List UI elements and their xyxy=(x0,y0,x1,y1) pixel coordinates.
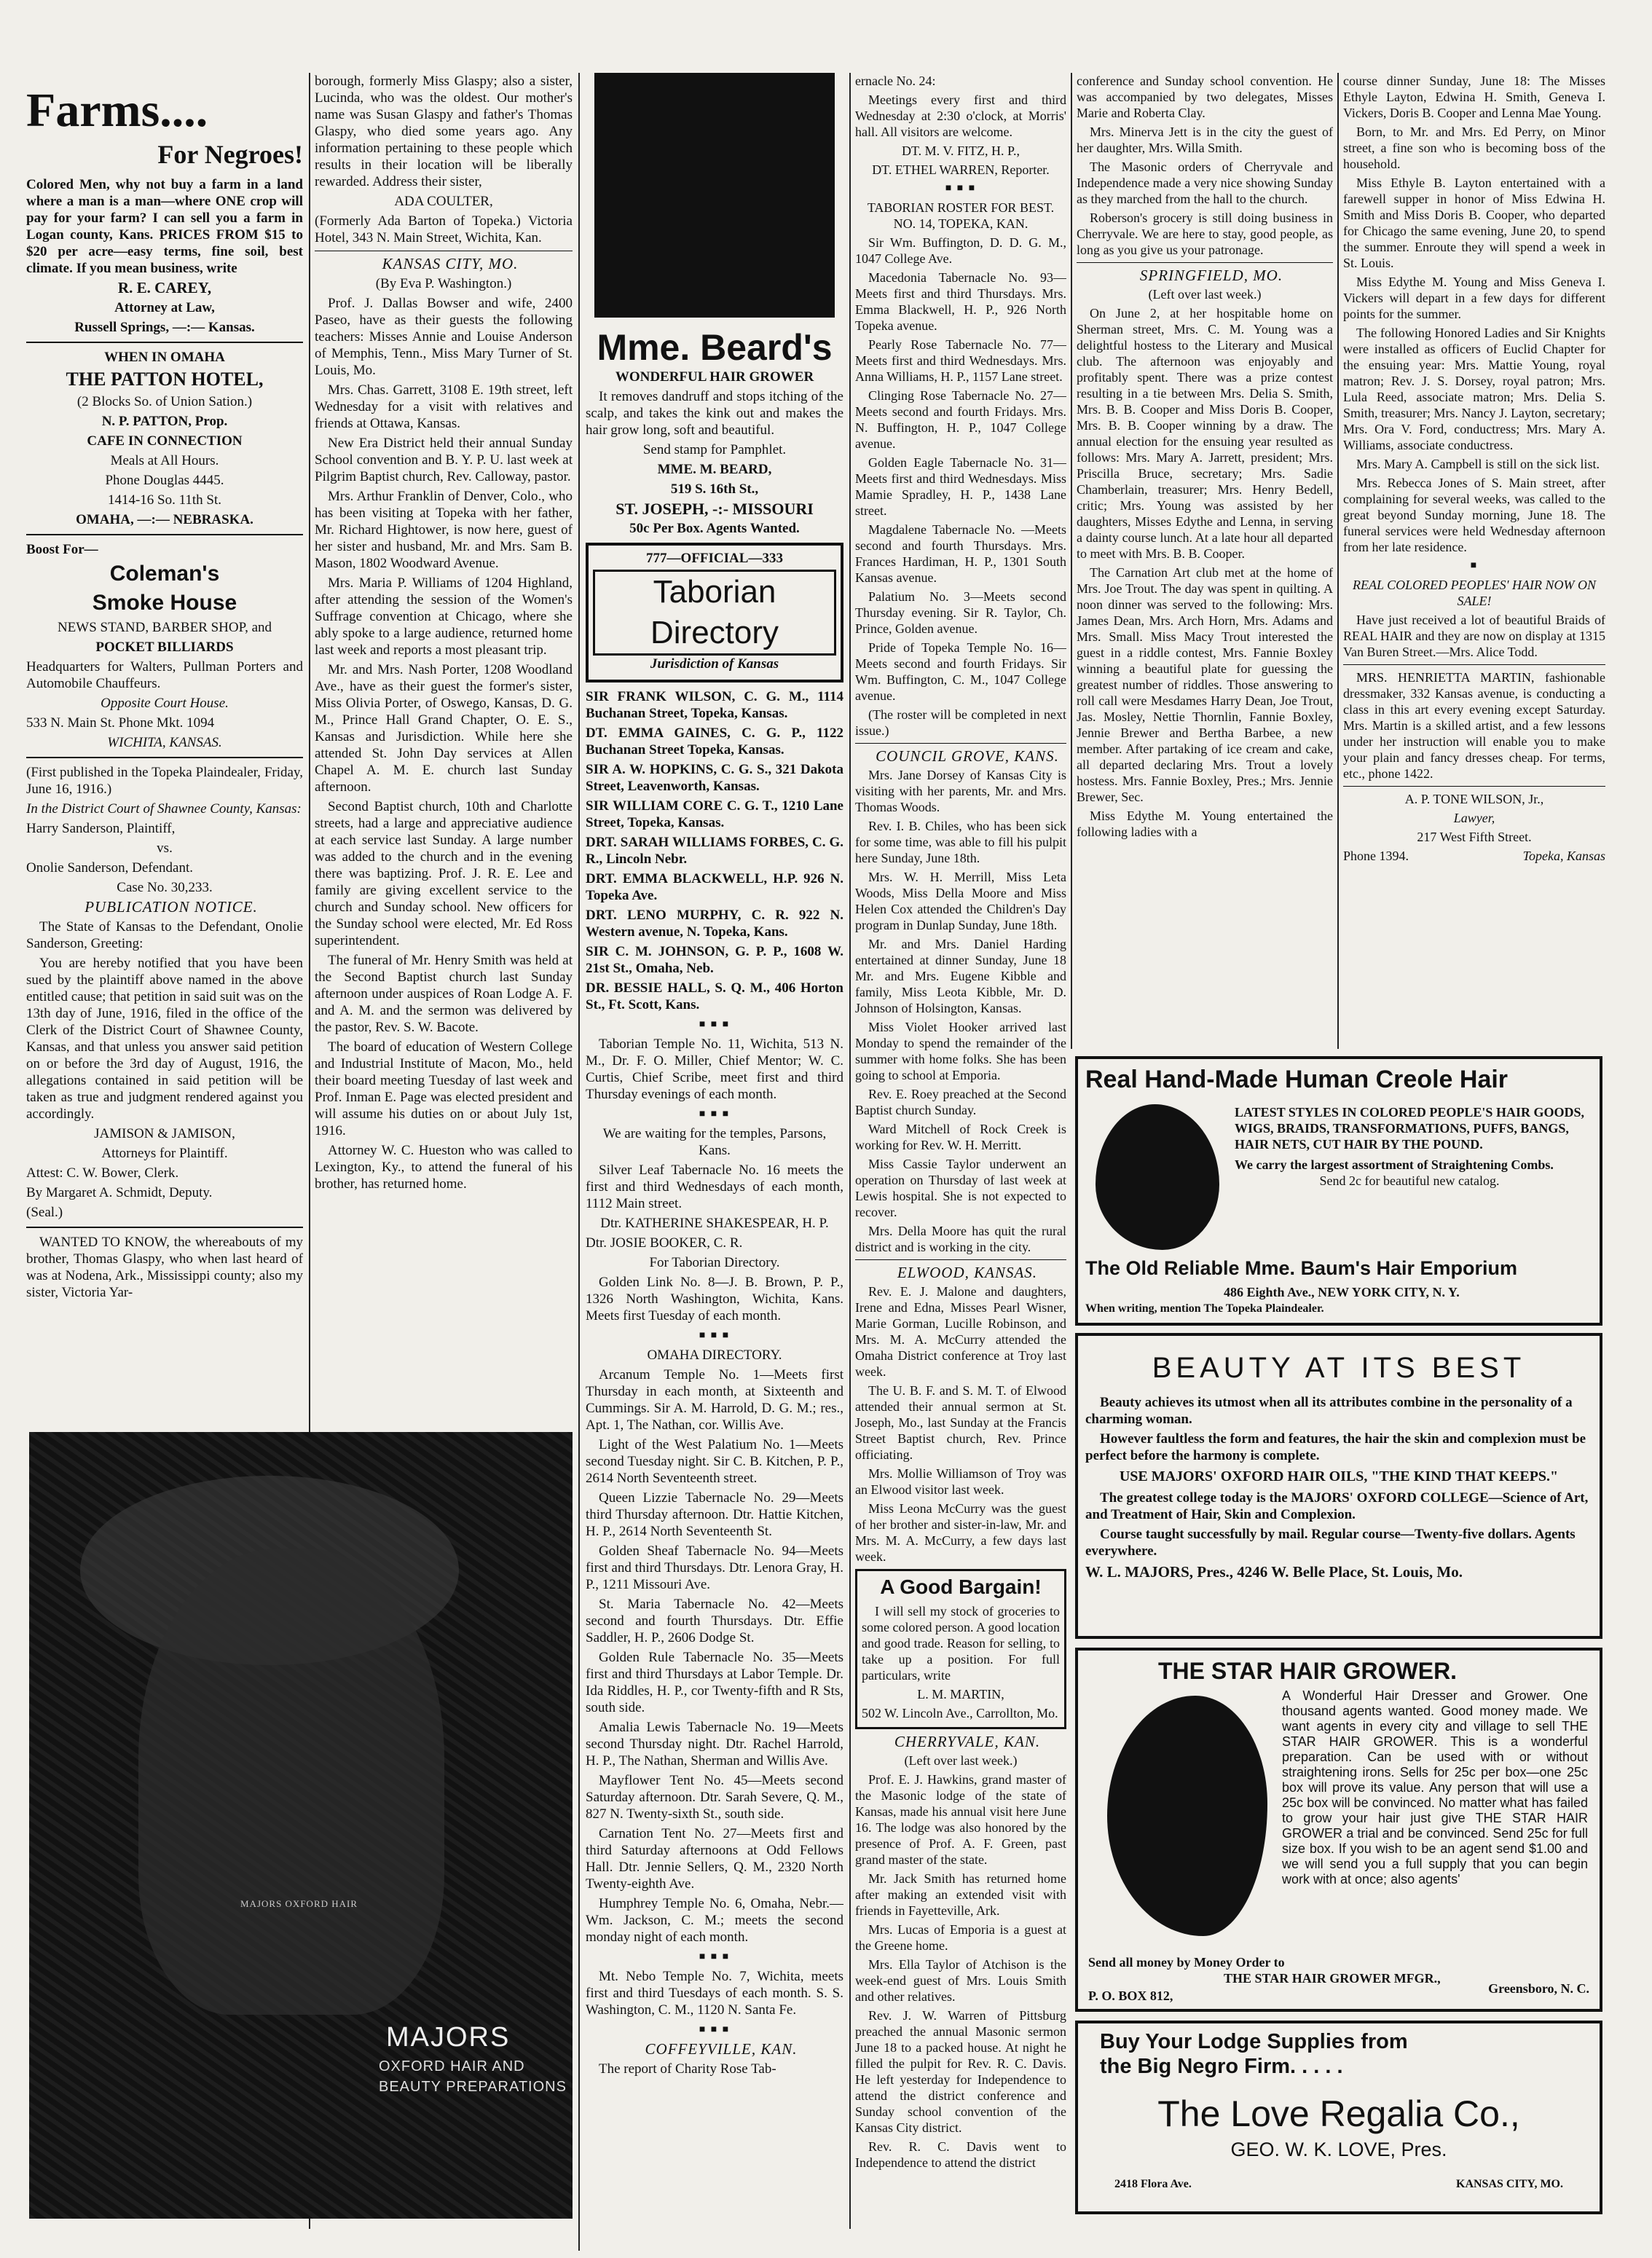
beauty-para-1: Beauty achieves its utmost when all its attributes combine in the personality of a charming woman. xyxy=(1085,1395,1573,1427)
c5-para-2: Mrs. Minerva Jett is in the city the guest of her daughter, Mrs. Willa Smith. xyxy=(1077,125,1333,155)
baum-send: Send 2c for beautiful new catalog. xyxy=(1319,1173,1500,1188)
directory-para-2: We are waiting for the temples, Parsons, Kans. xyxy=(602,1126,827,1158)
column-2 xyxy=(315,73,573,1428)
farms-name: R. E. CAREY, xyxy=(117,279,212,296)
notice-attest: Attest: C. W. Bower, Clerk. xyxy=(26,1165,179,1181)
coffeyville-para-1: The report of Charity Rose Tab- xyxy=(599,2061,776,2077)
real-hair-heading: REAL COLORED PEOPLES' HAIR NOW ON SALE! xyxy=(1352,578,1596,608)
roster-para-4: Clinging Rose Tabernacle No. 27—Meets second and fourth Fridays. Mrs. N. Buffington, H. P., 1047 College avenue. xyxy=(855,388,1066,451)
beauty-ad xyxy=(1075,1333,1602,1639)
kc-para-4: Mrs. Arthur Franklin of Denver, Colo., who has been visiting at Topeka with her father, Mr. Richard Hightower, is now here, guest of her sister and husband, Mr. and Mrs. Sam B. Mason, 1802 Woodward Avenue. xyxy=(315,489,573,571)
farms-body: Colored Men, why not buy a farm in a land where a man is a man—where ONE crop will pay for your farm? I can sell you a farm in Logan county, Kans. PRICES FROM $15 to $20 per acre—easy terms, fine soil, best climate. If you mean business, write xyxy=(26,177,303,276)
notice-case: Case No. 30,233. xyxy=(117,880,213,895)
star-company: THE STAR HAIR GROWER MFGR., xyxy=(1224,1971,1441,1986)
directory-number: 777—OFFICIAL—333 xyxy=(646,551,783,566)
wanted-address: (Formerly Ada Barton of Topeka.) Victoria Hotel, 343 N. Main Street, Wichita, Kan. xyxy=(315,213,573,245)
c6-para-1: course dinner Sunday, June 18: The Misses Ethyle Layton, Edwina H. Smith, Geneva I. Vickers, Doris B. Cooper and Lenna Mae Young. xyxy=(1343,74,1605,120)
c6-para-4: Miss Edythe M. Young and Miss Geneva I. Vickers will depart in a few days for different points for the summer. xyxy=(1343,275,1605,321)
coleman-line-6: Opposite Court House. xyxy=(101,696,229,711)
notice-published: (First published in the Topeka Plaindealer, Friday, June 16, 1916.) xyxy=(26,765,303,797)
woman-profile-silhouette xyxy=(1107,1696,1267,1936)
ch-para-2: Mr. Jack Smith has returned home after making an extended visit with friends in Fayetteville, Ark. xyxy=(855,1871,1066,1918)
beard-name: MME. M. BEARD, xyxy=(657,462,772,477)
kc-para-1: Prof. J. Dallas Bowser and wife, 2400 Paseo, have as their guests the following teachers: Misses Annie and Louise Anderson of Memphis, Tenn., Miss Mary Turner of St. Louis, Mo. xyxy=(315,296,573,378)
ch-para-4: Mrs. Ella Taylor of Atchison is the week-end guest of Mrs. Louis Smith and other relatives. xyxy=(855,1957,1066,2004)
love-line-1: Buy Your Lodge Supplies from xyxy=(1100,2030,1408,2053)
top-para-3: DT. M. V. FITZ, H. P., xyxy=(901,143,1020,158)
kc-para-6: Mr. and Mrs. Nash Porter, 1208 Woodland Ave., have as their guest the former's sister, Miss Olivia Porter, of Oswego, Kansas, D. G. M., Prince Hall Grand Chapter, O. E. S., Kansas and Jurisdiction. While here she attended St. John Day services at Allen Chapel A. M. E. church last Sunday afternoon. xyxy=(315,662,573,795)
notice-attorneys: JAMISON & JAMISON, xyxy=(94,1126,235,1141)
love-line-2: the Big Negro Firm. . . . . xyxy=(1100,2055,1343,2078)
roster-para-6: Magdalene Tabernacle No. —Meets second and fourth Thursdays. Mrs. Frances Hardiman, H. P., 1301 South Kansas avenue. xyxy=(855,522,1066,585)
lawyer-phone-row xyxy=(1343,848,1605,864)
wanted-name: ADA COULTER, xyxy=(394,194,493,209)
directory-entry: DRT. EMMA BLACKWELL, H.P. 926 N. Topeka Ave. xyxy=(586,871,843,903)
hotel-proprietor: N. P. PATTON, Prop. xyxy=(101,414,228,429)
coffeyville-heading: COFFEYVILLE, KAN. xyxy=(645,2040,798,2058)
directory-para-5: Dtr. JOSIE BOOKER, C. R. xyxy=(586,1235,743,1251)
column-1 xyxy=(26,73,303,1428)
directory-entry: DRT. SARAH WILLIAMS FORBES, C. G. R., Lincoln Nebr. xyxy=(586,835,843,867)
omaha-para-11: Mt. Nebo Temple No. 7, Wichita, meets first and third Tuesdays of each month. S. S. Washington, C. M., 1120 N. Santa Fe. xyxy=(586,1969,843,2018)
kc-para-7: Second Baptist church, 10th and Charlotte streets, had a large and appreciative audience at each service last Sunday. A large number was added to the church and in the evening there was baptizing. Prof. J. R. E. Lee and family are giving excellent service to the church and Sunday school. New officers for the Sunday school were elected, Mr. Ed Ross superintendent. xyxy=(315,799,573,948)
beard-title: Mme. Beard's xyxy=(597,327,833,368)
star-body: A Wonderful Hair Dresser and Grower. One thousand agents wanted. Good money made. We want agents in every city and village to sell THE STAR HAIR GROWER. This is a wonderful preparation. Can be used with or without straightening irons. Sells for 25c per box—one 25c box will prove its value. Any person that will use a 25c box will be convinced. No matter what has failed to grow your hair just give THE STAR HAIR GROWER a trial and be convinced. Send 25c for full size box. If you wish to be an agent send $1.00 and we will send you a full supply that you can begin work with at once; also agents' xyxy=(1282,1688,1588,1887)
omaha-para-10: Humphrey Temple No. 6, Omaha, Nebr.—Wm. Jackson, C. M.; meets the second monday night of each month. xyxy=(586,1896,843,1945)
notice-heading: PUBLICATION NOTICE. xyxy=(84,898,258,916)
ch-para-6: Rev. R. C. Davis went to Independence to attend the district xyxy=(855,2139,1066,2170)
directory-para-6: For Taborian Directory. xyxy=(649,1255,780,1270)
lawyer-city: Topeka, Kansas xyxy=(1522,849,1605,863)
hotel-name: THE PATTON HOTEL, xyxy=(66,369,264,390)
love-company: The Love Regalia Co., xyxy=(1157,2093,1520,2134)
ch-para-3: Mrs. Lucas of Emporia is a guest at the Greene home. xyxy=(855,1922,1066,1953)
council-grove-heading: COUNCIL GROVE, KANS. xyxy=(876,747,1059,765)
baum-body xyxy=(1235,1104,1584,1189)
majors-photo-ad xyxy=(29,1432,573,2219)
omaha-para-1: Arcanum Temple No. 1—Meets first Thursday in each month, at Sixteenth and Cummings. Sir A. M. Harrold, D. G. M.; res., Apt. 1, The Nathan, cor. Willis Ave. xyxy=(586,1367,843,1433)
directory-entry: SIR C. M. JOHNSON, G. P. P., 1608 W. 21st St., Omaha, Neb. xyxy=(586,944,843,976)
c5-para-3: The Masonic orders of Cherryvale and Independence made a very nice showing Sunday as they marched from the hall to the church. xyxy=(1077,160,1333,206)
farms-address: Russell Springs, —:— Kansas. xyxy=(74,320,255,335)
directory-entry: SIR A. W. HOPKINS, C. G. S., 321 Dakota Street, Leavenworth, Kansas. xyxy=(586,762,843,794)
wanted-notice: WANTED TO KNOW, the whereabouts of my brother, Thomas Glaspy, who when last heard of was at Nodena, Ark., Mississippi county; also my sister, Victoria Yar- xyxy=(26,1235,303,1300)
baum-body-text: LATEST STYLES IN COLORED PEOPLE'S HAIR GOODS, WIGS, BRAIDS, TRANSFORMATIONS, PUFFS, BANGS, HAIR NETS, CUT HAIR BY THE POUND. xyxy=(1235,1105,1584,1152)
notice-plaintiff: Harry Sanderson, Plaintiff, xyxy=(26,821,176,836)
woman-silhouette xyxy=(1096,1104,1219,1250)
kc-para-9: The board of education of Western College and Industrial Institute of Macon, Mo., held their board meeting Tuesday of last week and Prof. Inman E. Page was elected president and will assume his duties on or about July 1st, 1916. xyxy=(315,1039,573,1138)
el-para-1: Rev. E. J. Malone and daughters, Irene and Edna, Misses Pearl Wisner, Marie Gorman, Lucille Robinson, and Mrs. M. A. McCurry attended the Omaha District conference at Troy last week. xyxy=(855,1284,1066,1379)
beauty-para-5: Course taught successfully by mail. Regular course—Twenty-five dollars. Agents everywhere. xyxy=(1085,1527,1576,1559)
springfield-heading: SPRINGFIELD, MO. xyxy=(1139,267,1283,284)
c6-para-6: Mrs. Mary A. Campbell is still on the sick list. xyxy=(1356,457,1600,471)
top-para-2: Meetings every first and third Wednesday at 2:30 o'clock, at Morris' hall. All visitors are welcome. xyxy=(855,93,1066,139)
beauty-para-6: W. L. MAJORS, Pres., 4246 W. Belle Place, St. Louis, Mo. xyxy=(1085,1563,1463,1581)
sp-para-3: Miss Edythe M. Young entertained the following ladies with a xyxy=(1077,809,1333,839)
notice-attorneys-2: Attorneys for Plaintiff. xyxy=(101,1146,228,1161)
taborian-directory-box xyxy=(586,543,843,682)
coleman-line-5: Headquarters for Walters, Pullman Porters and Automobile Chauffeurs. xyxy=(26,659,303,691)
omaha-when: WHEN IN OMAHA xyxy=(104,350,225,365)
directory-entry: SIR FRANK WILSON, C. G. M., 1114 Buchanan Street, Topeka, Kansas. xyxy=(586,689,843,721)
column-6 xyxy=(1343,73,1605,1049)
farms-subtitle: For Negroes! xyxy=(157,140,303,169)
c6-para-7: Mrs. Rebecca Jones of S. Main street, after complaining for several weeks, was called to the great beyond Sunday morning, June 18. The funeral services were held Wednesday afternoon from her late residence. xyxy=(1343,476,1605,554)
kc-para-2: Mrs. Chas. Garrett, 3108 E. 19th street, left Wednesday for a visit with relatives and friends at Ottawa, Kansas. xyxy=(315,382,573,431)
lawyer-name: A. P. TONE WILSON, Jr., xyxy=(1404,792,1544,806)
divider xyxy=(855,1259,1066,1260)
coleman-line-3: NEWS STAND, BARBER SHOP, and xyxy=(57,620,272,635)
coleman-title-1: Coleman's xyxy=(109,562,220,586)
c6-para-5: The following Honored Ladies and Sir Knights were installed as officers of Euclid Chapter for the ensuing year: Mrs. Mattie Young, royal matron; Rev. J. S. Dorsey, royal patron; Mrs. Lula Reed, associate matron; Mrs. Delia S. Smith, treasurer; Mrs. Nancy J. Layton, secretary; Mrs. Ora V. Ford, conductress; Mrs. Mary A. Williams, associate conductress. xyxy=(1343,326,1605,452)
hotel-meals: Meals at All Hours. xyxy=(110,453,219,468)
love-regalia-ad xyxy=(1075,2021,1602,2214)
separator-marks: ■ ■ ■ xyxy=(699,2024,731,2035)
divider xyxy=(26,1227,303,1228)
cherryvale-heading: CHERRYVALE, KAN. xyxy=(894,1733,1041,1750)
separator-marks: ■ ■ ■ xyxy=(699,1019,731,1030)
directory-para-4: Dtr. KATHERINE SHAKESPEAR, H. P. xyxy=(600,1216,829,1231)
bargain-title: A Good Bargain! xyxy=(880,1576,1042,1598)
bargain-body: I will sell my stock of groceries to some colored person. A good location and good trade. Reason for selling, to take up a position. For full particulars, write xyxy=(862,1604,1060,1683)
el-para-4: Miss Leona McCurry was the guest of her brother and sister-in-law, Mr. and Mrs. M. A. McCurry, a few days last week. xyxy=(855,1501,1066,1564)
cg-para-6: Rev. E. Roey preached at the Second Baptist church Sunday. xyxy=(855,1087,1066,1117)
omaha-para-4: Golden Sheaf Tabernacle No. 94—Meets first and third Thursdays. Dtr. Lenora Gray, H. P., 1211 Missouri Ave. xyxy=(586,1543,843,1592)
directory-entry: DRT. LENO MURPHY, C. R. 922 N. Western avenue, N. Topeka, Kans. xyxy=(586,908,843,940)
c6-para-3: Miss Ethyle B. Layton entertained with a farewell supper in honor of Miss Edwina H. Smith and Miss Doris B. Cooper, who departed for Chicago the same evening, June 20, to spend the summer. Enroute they will spend a week in St. Louis. xyxy=(1343,176,1605,270)
notice-para-2: You are hereby notified that you have been sued by the plaintiff above named in the above entitled cause; that petition in said suit was on the 13th day of June, 1916, filed in the office of the Clerk of the District Court of Shawnee County, Kansas, and that unless you answer said petition on or before the 3rd day of August, 1916, the allegations contained in said petition will be taken as true and judgment rendered against you accordingly. xyxy=(26,956,303,1122)
hotel-phone: Phone Douglas 4445. xyxy=(105,473,224,488)
bargain-address: 502 W. Lincoln Ave., Carrollton, Mo. xyxy=(862,1706,1058,1720)
star-po: P. O. BOX 812, xyxy=(1088,1988,1173,2003)
beard-price: 50c Per Box. Agents Wanted. xyxy=(629,521,800,536)
star-city: Greensboro, N. C. xyxy=(1488,1981,1589,1996)
directory-entry: DT. EMMA GAINES, C. G. P., 1122 Buchanan Street Topeka, Kansas. xyxy=(586,725,843,758)
directory-para-3: Silver Leaf Tabernacle No. 16 meets the first and third Wednesdays of each month, 1112 Main street. xyxy=(586,1163,843,1211)
cg-para-3: Mrs. W. H. Merrill, Miss Leta Woods, Miss Della Moore and Miss Helen Cox attended the Children's Day program in Dunlap Sunday, June 18th. xyxy=(855,870,1066,932)
beauty-para-3: USE MAJORS' OXFORD HAIR OILS, "THE KIND THAT KEEPS." xyxy=(1119,1468,1559,1484)
column-5 xyxy=(1077,73,1333,1049)
majors-big-title: MAJORS xyxy=(386,2022,511,2053)
love-president: GEO. W. K. LOVE, Pres. xyxy=(1230,2139,1447,2160)
ch-para-1: Prof. E. J. Hawkins, grand master of the Masonic lodge of the state of Kansas, made his annual visit here June 16. The lodge was also honored by the presence of Prof. A. F. Green, past grand master of the state. xyxy=(855,1772,1066,1867)
beard-send: Send stamp for Pamphlet. xyxy=(642,442,787,457)
column-rule xyxy=(849,73,851,2229)
roster-para-7: Palatium No. 3—Meets second Thursday evening. Sir R. Taylor, Ch. Prince, Golden avenue. xyxy=(855,589,1066,636)
column-rule xyxy=(1337,73,1339,1049)
beard-photo xyxy=(594,73,835,318)
divider xyxy=(1343,786,1605,787)
coleman-title-2: Smoke House xyxy=(92,591,237,615)
baum-carry: We carry the largest assortment of Straightening Combs. xyxy=(1235,1157,1554,1172)
directory-para-7: Golden Link No. 8—J. B. Brown, P. P., 1326 North Washington, Wichita, Kans. Meets first Tuesday of each month. xyxy=(586,1275,843,1323)
majors-line-2: OXFORD HAIR AND xyxy=(379,2058,525,2074)
farms-attorney: Attorney at Law, xyxy=(114,300,215,315)
real-hair-body: Have just received a lot of beautiful Braids of REAL HAIR and they are now on display at 1315 Van Buren Street.—Mrs. Alice Todd. xyxy=(1343,613,1605,659)
majors-line-3: BEAUTY PREPARATIONS xyxy=(379,2079,567,2095)
martin-dressmaker: MRS. HENRIETTA MARTIN, fashionable dressmaker, 332 Kansas avenue, is conducting a class in this art every evening except Saturday. Mrs. Martin is a skilled artist, and a few lessons under her instruction will enable you to make your plain and fancy dresses cheap. For terms, etc., phone 1422. xyxy=(1343,670,1605,781)
directory-jurisdiction: Jurisdiction of Kansas xyxy=(650,656,779,672)
beard-city: ST. JOSEPH, -:- MISSOURI xyxy=(615,500,814,518)
hotel-location: (2 Blocks So. of Union Sation.) xyxy=(76,394,253,409)
star-send: Send all money by Money Order to xyxy=(1088,1955,1285,1970)
omaha-heading: OMAHA DIRECTORY. xyxy=(647,1348,782,1363)
notice-seal: (Seal.) xyxy=(26,1205,63,1220)
wanted-continued: borough, formerly Miss Glaspy; also a sister, Lucinda, who was the oldest. Our mother's name was Susan Glaspy and father's Thomas Glaspy, who died some years ago. Any information pertaining to these people which results in their location will be liberally rewarded. Address their sister, xyxy=(315,74,573,189)
column-rule xyxy=(1071,73,1072,1049)
directory-entry: SIR WILLIAM CORE C. G. T., 1210 Lane Street, Topeka, Kansas. xyxy=(586,798,843,830)
divider xyxy=(855,743,1066,744)
baum-address: 486 Eighth Ave., NEW YORK CITY, N. Y. xyxy=(1224,1285,1460,1299)
love-address-row xyxy=(1114,2178,1563,2191)
kc-para-10: Attorney W. C. Hueston who was called to Lexington, Ky., to attend the funeral of his brother, has returned home. xyxy=(315,1143,573,1192)
omaha-para-3: Queen Lizzie Tabernacle No. 29—Meets third Thursday afternoon. Dtr. Hattie Kitchen, H. P., 2614 North Seventeenth St. xyxy=(586,1490,843,1539)
cg-para-9: Mrs. Della Moore has quit the rural district and is working in the city. xyxy=(855,1224,1066,1254)
cg-para-2: Rev. I. B. Chiles, who has been sick for some time, was able to fill his pulpit here Sunday, June 18th. xyxy=(855,819,1066,865)
divider xyxy=(26,534,303,535)
lawyer-address: 217 West Fifth Street. xyxy=(1417,830,1532,844)
notice-court: In the District Court of Shawnee County, Kansas: xyxy=(26,801,302,817)
cg-para-7: Ward Mitchell of Rock Creek is working for Rev. W. H. Merritt. xyxy=(855,1122,1066,1152)
lawyer-title: Lawyer, xyxy=(1453,811,1495,825)
c6-para-2: Born, to Mr. and Mrs. Ed Perry, on Minor street, a fine son who is becoming boss of the household. xyxy=(1343,125,1605,171)
el-para-2: The U. B. F. and S. M. T. of Elwood attended their annual sermon at St. Joseph, Mo., last Sunday at the Francis Street Baptist church, Rev. Prince officiating. xyxy=(855,1383,1066,1462)
roster-para-9: (The roster will be completed in next issue.) xyxy=(855,707,1066,738)
farms-title: Farms.... xyxy=(26,84,208,137)
springfield-sub: (Left over last week.) xyxy=(1148,287,1262,302)
roster-para-2: Macedonia Tabernacle No. 93—Meets first and third Thursdays. Mrs. Emma Blackwell, H. P., 926 North Topeka avenue. xyxy=(855,270,1066,333)
cg-para-4: Mr. and Mrs. Daniel Harding entertained at dinner Sunday, June 18 Mr. and Mrs. Eugene Kibble and family, Miss Leota Kibble, Mr. D. Johnson of Holsington, Kansas. xyxy=(855,937,1066,1015)
beard-body: It removes dandruff and stops itching of the scalp, and takes the kink out and makes the hair grow long, soft and beautiful. xyxy=(586,389,843,438)
kc-para-8: The funeral of Mr. Henry Smith was held at the Second Baptist church last Sunday afternoon under auspices of Roan Lodge A. F. and A. M. and the sermon was delivered by the pastor, Rev. S. W. Bacote. xyxy=(315,953,573,1035)
directory-para-1: Taborian Temple No. 11, Wichita, 513 N. M., Dr. F. O. Miller, Chief Mentor; W. C. Curtis, Chief Scribe, meet first and third Thursday evenings of each month. xyxy=(586,1036,843,1102)
top-para-1: ernacle No. 24: xyxy=(855,74,936,88)
beauty-para-2: However faultless the form and features, the hair the skin and complexion must be perfect before the harmony is complete. xyxy=(1085,1431,1586,1463)
separator-marks: ■ xyxy=(1470,560,1479,571)
sp-para-2: The Carnation Art club met at the home of Mrs. Joe Trout. The day was spent in quilting. A noon dinner was served to the following: Mrs. James Dean, Mrs. Arch Horn, Mrs. Adams and Mrs. Small. Miss Macy Trout interested the guest in a riddle contest, Mrs. Fannie Boxley winning a beautiful plate for guessing the greatest number of riddles. Those answering to roll call were Mesdames Harry Dean, Joe Trout, Jas. Mosley, Nettie Thornlin, Fannie Boxley, Jennie Brewer and Bertha Barbee, a new member. After partaking of ice cream and cake, all departed declaring Mrs. Trout a lovely hostess. Mrs. Fannie Boxley, Pres.; Mrs. Jennie Brewer, Sec. xyxy=(1077,565,1333,804)
directory-title: Taborian Directory xyxy=(593,570,836,656)
directory-entry: DR. BESSIE HALL, S. Q. M., 406 Horton St., Ft. Scott, Kans. xyxy=(586,980,843,1012)
roster-para-8: Pride of Topeka Temple No. 16—Meets second and fourth Fridays. Sir Wm. Buffington, C. M., 1047 College avenue. xyxy=(855,640,1066,703)
omaha-para-7: Amalia Lewis Tabernacle No. 19—Meets second Thursday night. Dtr. Rachel Harrold, H. P., The Nathan, Sherman and Willis Ave. xyxy=(586,1720,843,1769)
love-city: KANSAS CITY, MO. xyxy=(1456,2178,1563,2190)
omaha-para-6: Golden Rule Tabernacle No. 35—Meets first and third Thursdays at Labor Temple. Dr. Ida Riddles, H. P., cor Twenty-fifth and R Sts, south side. xyxy=(586,1650,843,1715)
love-address: 2418 Flora Ave. xyxy=(1114,2178,1192,2190)
divider xyxy=(26,342,303,343)
taborian-roster-heading: TABORIAN ROSTER FOR BEST. NO. 14, TOPEKA, KAN. xyxy=(867,200,1055,231)
good-bargain-ad xyxy=(855,1569,1066,1729)
beard-subtitle: WONDERFUL HAIR GROWER xyxy=(615,369,814,385)
cg-para-1: Mrs. Jane Dorsey of Kansas City is visiting with her parents, Mr. and Mrs. Thomas Woods. xyxy=(855,768,1066,814)
hotel-street: 1414-16 So. 11th St. xyxy=(107,492,222,508)
divider xyxy=(26,757,303,758)
notice-by: By Margaret A. Schmidt, Deputy. xyxy=(26,1185,213,1200)
separator-marks: ■ ■ ■ xyxy=(699,1109,731,1120)
separator-marks: ■ ■ ■ xyxy=(699,1951,731,1962)
lawyer-phone: Phone 1394. xyxy=(1343,849,1409,863)
baum-hair-ad xyxy=(1075,1056,1602,1326)
kc-para-5: Mrs. Maria P. Williams of 1204 Highland, after attending the session of the Women's Suffrage convention at Chicago, where she ably spoke to a large audience, returned home last week and reports a most pleasant trip. xyxy=(315,575,573,658)
separator-marks: ■ ■ ■ xyxy=(699,1330,731,1341)
kc-byline: (By Eva P. Washington.) xyxy=(375,276,512,291)
baum-mention: When writing, mention The Topeka Plaindealer. xyxy=(1085,1302,1324,1315)
directory-entries xyxy=(586,688,843,1013)
kc-para-3: New Era District held their annual Sunday School convention and B. Y. P. U. last week at Pilgrim Baptist church, Rev. Calloway, pastor. xyxy=(315,436,573,484)
hotel-city: OMAHA, —:— NEBRASKA. xyxy=(76,512,253,527)
omaha-para-2: Light of the West Palatium No. 1—Meets second Tuesday night. Sir C. B. Kitchen, P. P., 2614 North Seventeenth street. xyxy=(586,1437,843,1486)
coleman-line-4: POCKET BILLIARDS xyxy=(95,640,234,655)
column-4 xyxy=(855,73,1066,2251)
c5-para-4: Roberson's grocery is still doing business in Cherryvale. We are here to stay, good people, as long as you give us your patronage. xyxy=(1077,211,1333,257)
elwood-heading: ELWOOD, KANSAS. xyxy=(897,1264,1038,1281)
bargain-name: L. M. MARTIN, xyxy=(917,1687,1004,1702)
baum-footer: The Old Reliable Mme. Baum's Hair Emporium xyxy=(1085,1257,1518,1279)
figure-silhouette xyxy=(138,1549,444,2015)
kc-heading: KANSAS CITY, MO. xyxy=(382,255,519,272)
cg-para-8: Miss Cassie Taylor underwent an operation on Thursday of last week at Lewis hospital. She is not expected to recover. xyxy=(855,1157,1066,1219)
beard-address: 519 S. 16th St., xyxy=(670,481,759,497)
boost-label: Boost For— xyxy=(26,542,98,557)
el-para-3: Mrs. Mollie Williamson of Troy was an Elwood visitor last week. xyxy=(855,1466,1066,1497)
top-para-4: DT. ETHEL WARREN, Reporter. xyxy=(872,162,1050,177)
roster-para-3: Pearly Rose Tabernacle No. 77—Meets first and third Wednesdays. Mrs. Anna Williams, H. P., 1157 Lane street. xyxy=(855,337,1066,384)
star-title: THE STAR HAIR GROWER. xyxy=(1158,1658,1458,1684)
cg-para-5: Miss Violet Hooker arrived last Monday to spend the remainder of the summer with home folks. She has been going to school at Emporia. xyxy=(855,1020,1066,1082)
notice-defendant: Onolie Sanderson, Defendant. xyxy=(26,860,193,876)
omaha-para-5: St. Maria Tabernacle No. 42—Meets second and fourth Thursdays. Dtr. Effie Saddler, H. P., 2606 Dodge St. xyxy=(586,1597,843,1645)
coleman-line-7: 533 N. Main St. Phone Mkt. 1094 xyxy=(26,715,215,731)
baum-title: Real Hand-Made Human Creole Hair xyxy=(1085,1066,1509,1093)
hotel-cafe: CAFE IN CONNECTION xyxy=(87,433,243,449)
notice-para-1: The State of Kansas to the Defendant, Onolie Sanderson, Greeting: xyxy=(26,919,303,951)
coleman-line-8: WICHITA, KANSAS. xyxy=(107,735,222,750)
column-3 xyxy=(586,73,843,2251)
separator-marks: ■ ■ ■ xyxy=(945,183,977,194)
roster-para-5: Golden Eagle Tabernacle No. 31—Meets first and third Wednesdays. Miss Mamie Spradley, H. P., 1438 Lane street. xyxy=(855,455,1066,518)
column-rule xyxy=(578,73,580,2251)
ch-para-5: Rev. J. W. Warren of Pittsburg preached the annual Masonic sermon June 18 to a packed house. At night he filled the pulpit for Rev. R. C. Davis. He left yesterday for Independence to attend the district conference and Sunday school convention of the Kansas City district. xyxy=(855,2008,1066,2135)
divider xyxy=(1077,262,1333,263)
beauty-title: BEAUTY AT ITS BEST xyxy=(1152,1352,1526,1384)
sp-para-1: On June 2, at her hospitable home on Sherman street, Mrs. C. M. Young was a delightful hostess to the Literary and Musical club. The afternoon was enjoyably and profitably spent. There was a prize contest resulting in a tie between Mrs. Delia S. Smith, Mrs. B. B. Cooper and Miss Doris B. Cooper, Mrs. B. B. Cooper winning by a draw. The annual election for the ensuing year resulted as follows: Mrs. Mary A. Jarrett, president; Mrs. Priscilla Bruce, secretary; Mrs. Sadie Chamberlain, treasurer; Mrs. Henry Bedell, critic; Mrs. Young was assisted by her daughters, Misses Edythe and Lenna, in serving a dainty course lunch. At a late hour all departed to meet with Mrs. B. B. Cooper. xyxy=(1077,306,1333,561)
beauty-para-4: The greatest college today is the MAJORS' OXFORD COLLEGE—Science of Art, and Treatment of Hair, Skin and Complexion. xyxy=(1085,1490,1589,1522)
omaha-para-8: Mayflower Tent No. 45—Meets second Saturday afternoon. Dtr. Sarah Severe, Q. M., 827 N. Twenty-sixth St., south side. xyxy=(586,1773,843,1822)
majors-small-caption: MAJORS OXFORD HAIR xyxy=(240,1898,358,1909)
divider xyxy=(1343,664,1605,665)
star-hair-grower-ad xyxy=(1075,1648,1602,2012)
roster-para-1: Sir Wm. Buffington, D. D. G. M., 1047 College Ave. xyxy=(855,235,1066,266)
omaha-para-9: Carnation Tent No. 27—Meets first and third Saturday afternoons at Odd Fellows Hall. Dtr. Jennie Sellers, Q. M., 2320 North Twenty-eighth Ave. xyxy=(586,1826,843,1892)
notice-vs: vs. xyxy=(157,841,173,856)
c5-para-1: conference and Sunday school convention. He was accompanied by two delegates, Misses Marie and Roberta Clay. xyxy=(1077,74,1333,120)
cherryvale-sub: (Left over last week.) xyxy=(904,1753,1018,1768)
